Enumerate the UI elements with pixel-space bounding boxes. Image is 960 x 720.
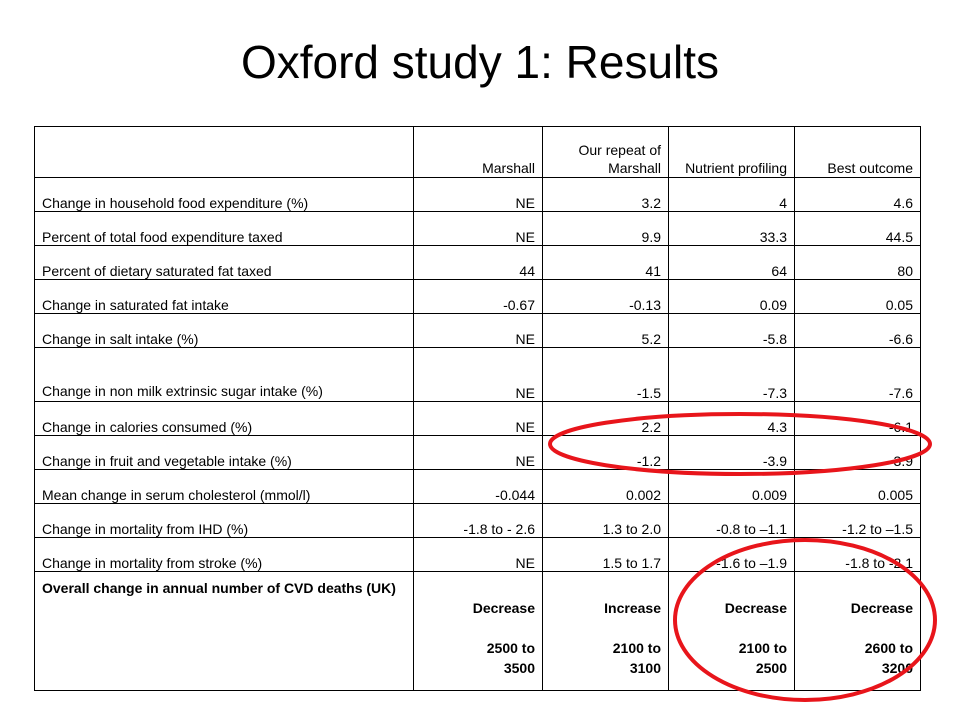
overall-direction: Decrease — [850, 600, 913, 616]
row-label: Change in mortality from IHD (%) — [35, 504, 414, 538]
table-row — [35, 470, 921, 504]
cell-marshall: NE — [414, 212, 543, 246]
overall-direction: Decrease — [472, 600, 535, 616]
overall-range-to: 3200 — [881, 660, 913, 676]
row-label-text: Change in non milk extrinsic sugar intake (%) — [42, 383, 323, 399]
table-row — [35, 280, 921, 314]
overall-range-from: 2100 to — [738, 640, 787, 656]
row-label: Change in saturated fat intake — [35, 280, 414, 314]
cell-best: -3.9 — [795, 436, 921, 470]
slide-title: Oxford study 1: Results — [240, 36, 720, 88]
overall-direction: Decrease — [724, 600, 787, 616]
cell-marshall: NE — [414, 348, 543, 402]
cell-best: 44.5 — [795, 212, 921, 246]
cell-nutrient: 4 — [669, 178, 795, 212]
cell-best: -6.6 — [795, 314, 921, 348]
cell-nutrient: 0.09 — [669, 280, 795, 314]
cell-nutrient: 64 — [669, 246, 795, 280]
cell-best: 4.6 — [795, 178, 921, 212]
overall-label — [35, 572, 414, 691]
cell-marshall: NE — [414, 314, 543, 348]
header-nutrient-profiling: Nutrient profiling — [669, 127, 795, 178]
row-label: Mean change in serum cholesterol (mmol/l) — [35, 470, 414, 504]
cell-marshall: NE — [414, 178, 543, 212]
header-marshall: Marshall — [414, 127, 543, 178]
overall-range-from: 2600 to — [864, 640, 913, 656]
row-label: Change in household food expenditure (%) — [35, 178, 414, 212]
overall-range-from: 2100 to — [612, 640, 661, 656]
cell-repeat: 3.2 — [543, 178, 669, 212]
cell-repeat: 41 — [543, 246, 669, 280]
row-label: Percent of total food expenditure taxed — [35, 212, 414, 246]
cell-best: -6.1 — [795, 402, 921, 436]
cell-repeat: 5.2 — [543, 314, 669, 348]
table-row — [35, 212, 921, 246]
cell-nutrient: -5.8 — [669, 314, 795, 348]
cell-repeat: 0.002 — [543, 470, 669, 504]
header-empty — [35, 127, 414, 178]
cell-marshall: -0.67 — [414, 280, 543, 314]
row-label — [35, 348, 414, 402]
table-row — [35, 504, 921, 538]
row-label: Change in salt intake (%) — [35, 314, 414, 348]
header-best-outcome: Best outcome — [795, 127, 921, 178]
cell-nutrient: 33.3 — [669, 212, 795, 246]
cell-repeat: -0.13 — [543, 280, 669, 314]
cell-marshall: NE — [414, 402, 543, 436]
row-label: Change in fruit and vegetable intake (%) — [35, 436, 414, 470]
overall-marshall — [414, 572, 543, 691]
row-label: Change in mortality from stroke (%) — [35, 538, 414, 572]
cell-best: -1.2 to –1.5 — [795, 504, 921, 538]
cell-marshall: NE — [414, 538, 543, 572]
cell-nutrient: -0.8 to –1.1 — [669, 504, 795, 538]
cell-nutrient: -3.9 — [669, 436, 795, 470]
table-row — [35, 314, 921, 348]
overall-repeat — [543, 572, 669, 691]
overall-direction: Increase — [604, 600, 661, 616]
cell-best: 0.05 — [795, 280, 921, 314]
cell-best: 0.005 — [795, 470, 921, 504]
header-row — [35, 127, 921, 178]
cell-marshall: 44 — [414, 246, 543, 280]
cell-marshall: -1.8 to - 2.6 — [414, 504, 543, 538]
overall-best — [795, 572, 921, 691]
cell-nutrient: -1.6 to –1.9 — [669, 538, 795, 572]
row-label: Percent of dietary saturated fat taxed — [35, 246, 414, 280]
table-row — [35, 348, 921, 402]
cell-best: -7.6 — [795, 348, 921, 402]
cell-repeat: 9.9 — [543, 212, 669, 246]
cell-best: 80 — [795, 246, 921, 280]
row-label: Change in calories consumed (%) — [35, 402, 414, 436]
header-repeat-marshall: Our repeat of Marshall — [543, 127, 669, 178]
cell-marshall: NE — [414, 436, 543, 470]
table-row — [35, 436, 921, 470]
overall-range-to: 3500 — [503, 660, 535, 676]
cell-repeat: -1.5 — [543, 348, 669, 402]
cell-best: -1.8 to -2.1 — [795, 538, 921, 572]
cell-repeat: 1.5 to 1.7 — [543, 538, 669, 572]
overall-row — [35, 572, 921, 691]
overall-nutrient — [669, 572, 795, 691]
overall-label-text: Overall change in annual number of CVD deaths (UK) — [42, 580, 396, 596]
overall-range-to: 3100 — [629, 660, 661, 676]
cell-nutrient: 0.009 — [669, 470, 795, 504]
cell-nutrient: 4.3 — [669, 402, 795, 436]
table-row — [35, 246, 921, 280]
overall-range-from: 2500 to — [486, 640, 535, 656]
table-row — [35, 402, 921, 436]
results-table — [34, 126, 921, 691]
cell-nutrient: -7.3 — [669, 348, 795, 402]
cell-marshall: -0.044 — [414, 470, 543, 504]
cell-repeat: 2.2 — [543, 402, 669, 436]
table-row — [35, 538, 921, 572]
table-row — [35, 178, 921, 212]
overall-range-to: 2500 — [755, 660, 787, 676]
cell-repeat: -1.2 — [543, 436, 669, 470]
cell-repeat: 1.3 to 2.0 — [543, 504, 669, 538]
